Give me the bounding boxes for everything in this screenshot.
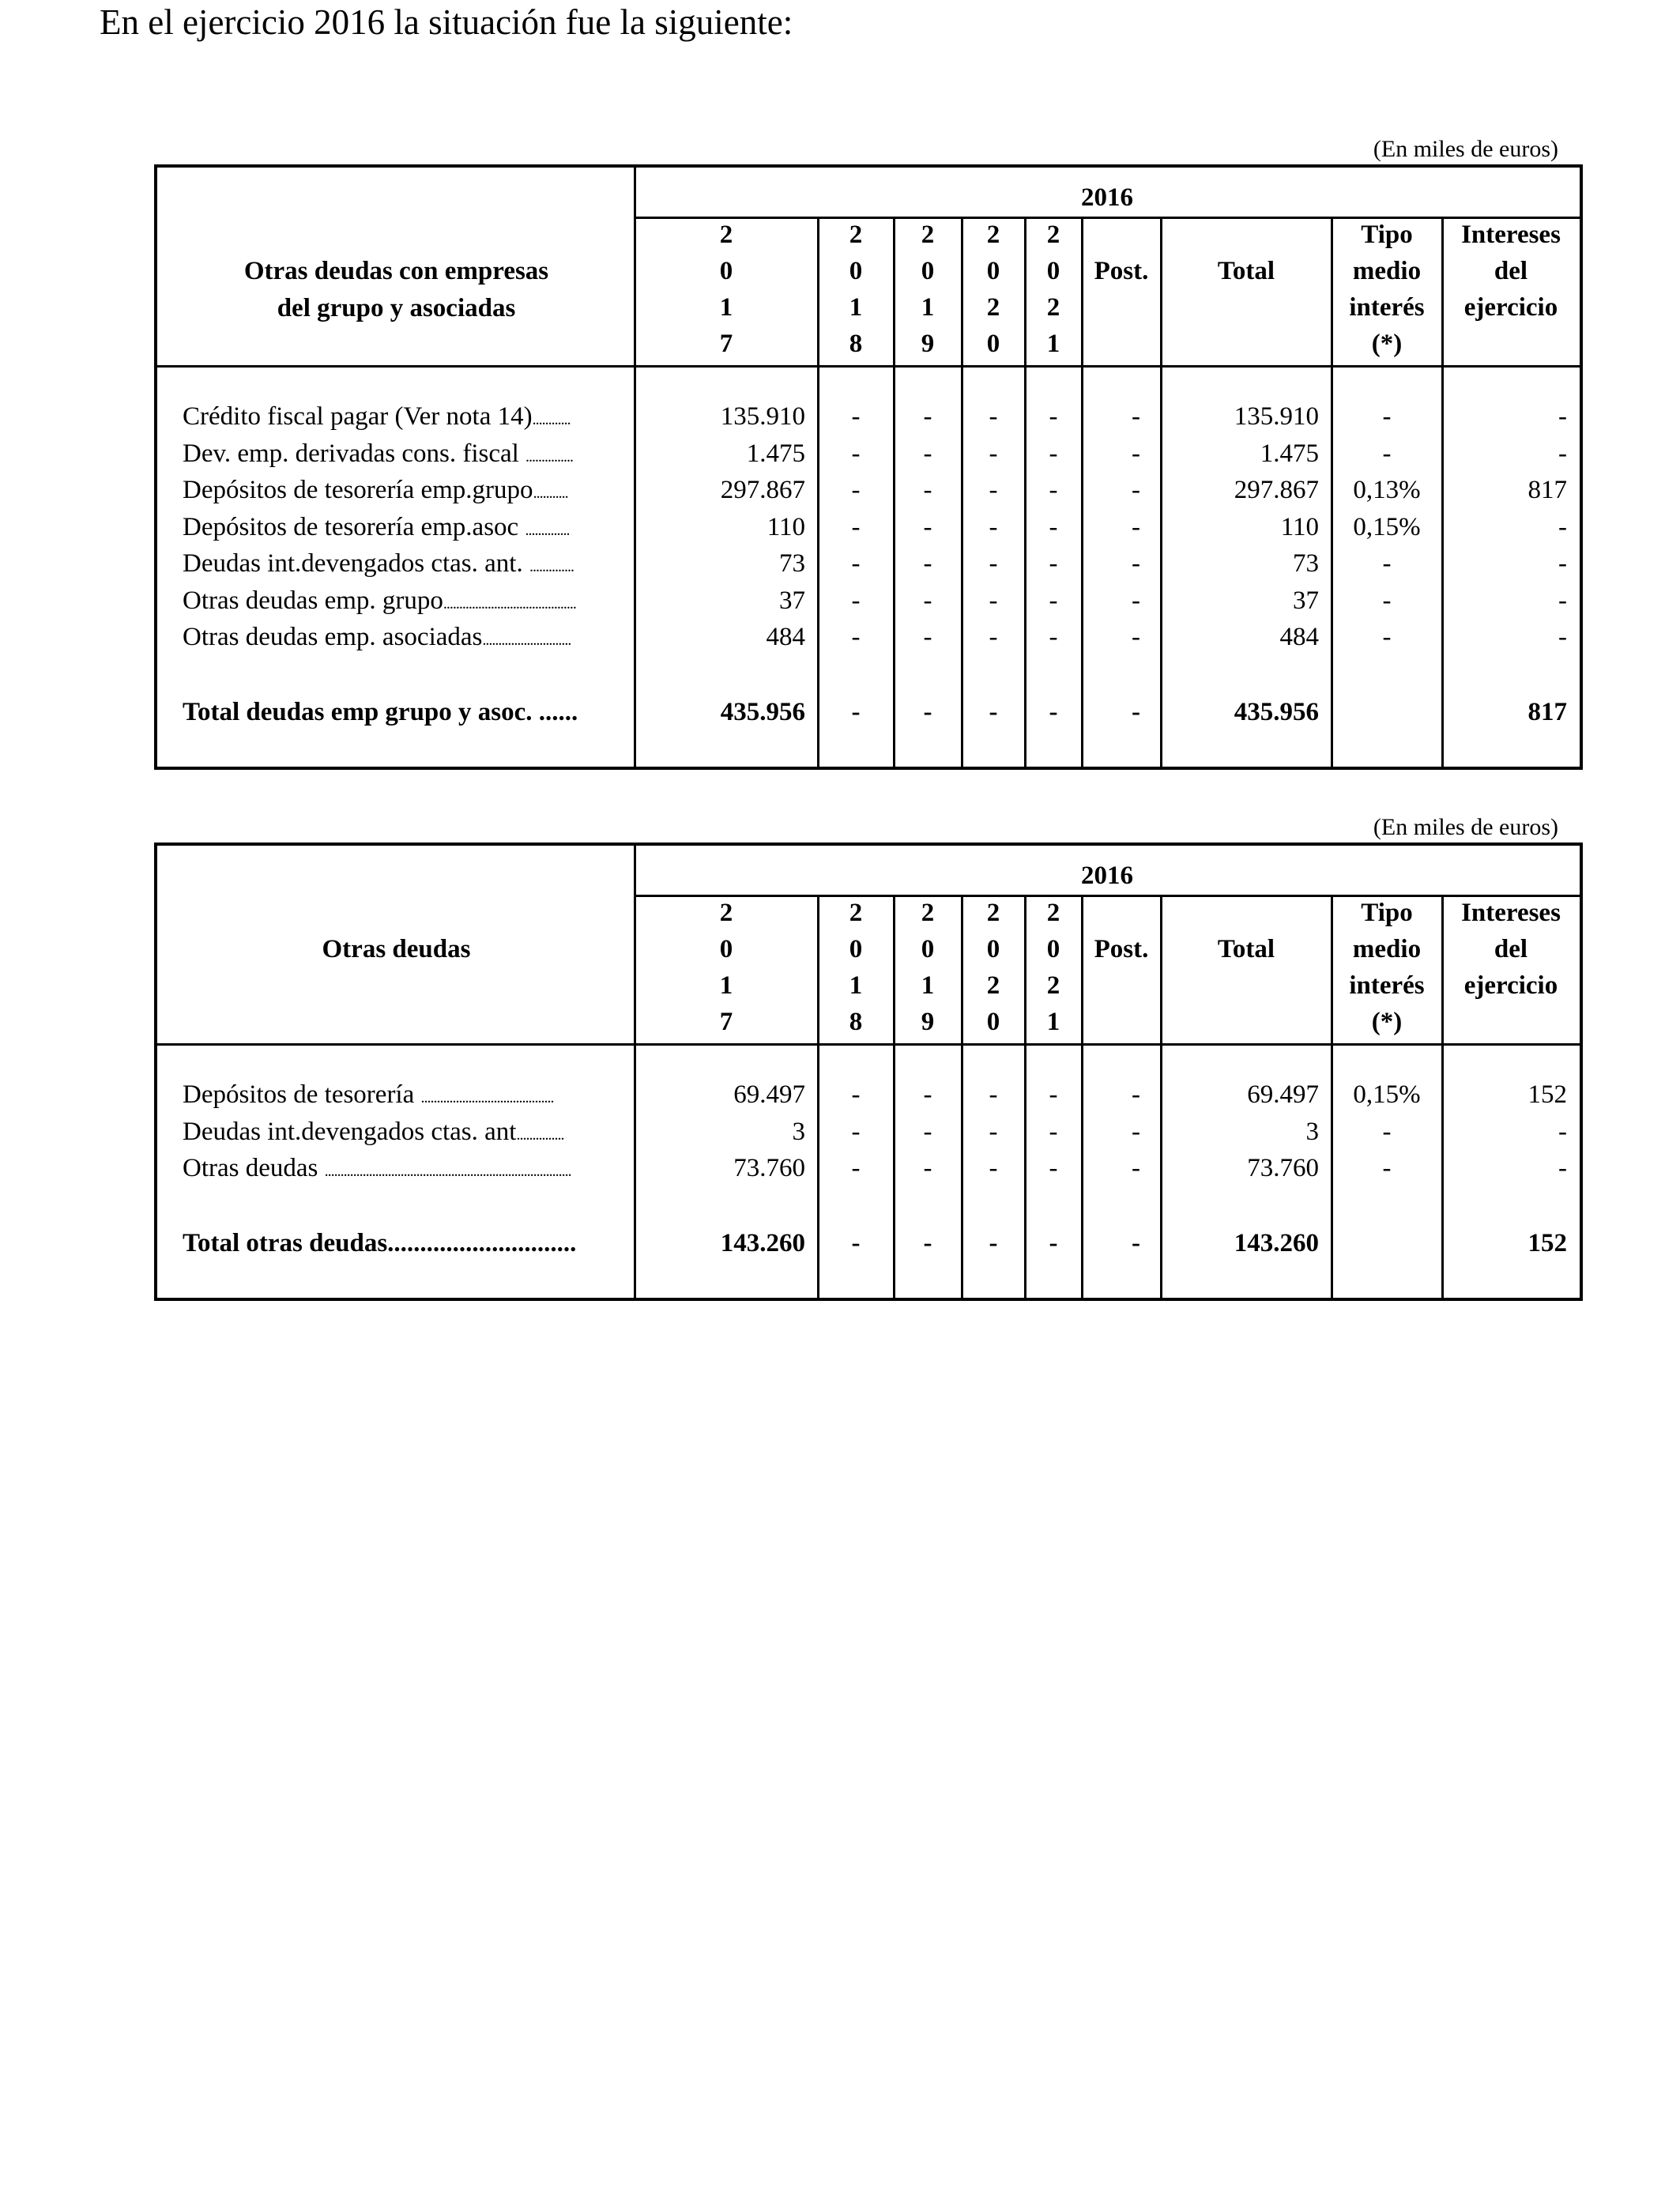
year-header: 2016 [1081,183,1133,212]
row-label-text: Deudas int.devengados ctas. ant. [183,549,529,578]
row-label [183,1114,633,1153]
cell-y2019: - [923,1154,932,1182]
cell-post: - [1132,549,1140,578]
cell-y2018: - [851,1229,861,1257]
header-rule [157,365,1580,368]
year-digit: 1 [1046,330,1060,358]
year-digit: 1 [719,293,733,322]
interest-column-header: del [1494,935,1528,963]
year-digit: 0 [986,330,1000,358]
cell-y2017: 110 [767,512,805,541]
year-digit: 0 [719,257,733,285]
cell-total: 73 [1293,549,1319,578]
interest-column-header: del [1494,257,1528,285]
row-label-text: Otras deudas emp. grupo [183,586,443,615]
interest-column-header: Intereses [1461,899,1561,927]
year-digit: 9 [921,330,935,358]
leader-dots: ............... [516,1125,564,1144]
row-label-text: Otras deudas [183,1154,325,1182]
leader-dots: ............... [525,447,574,466]
cell-total: 73.760 [1247,1154,1319,1182]
cell-y2017: 37 [779,586,805,615]
cell-intereses: - [1558,1117,1567,1146]
table-row [157,472,1580,508]
year-digit: 2 [921,221,935,249]
year-digit: 0 [986,935,1000,963]
cell-tipo: - [1382,623,1392,651]
cell-intereses: - [1558,1154,1567,1182]
cell-y2021: - [1049,1229,1058,1257]
year-header: 2016 [1081,861,1133,890]
row-label [183,1225,633,1261]
cell-y2019: - [923,1117,932,1146]
cell-y2018: - [851,476,861,504]
table-row [157,1076,1580,1113]
year-digit: 0 [1046,935,1060,963]
cell-y2021: - [1049,549,1058,578]
cell-total: 135.910 [1234,402,1319,431]
cell-total: 143.260 [1234,1229,1319,1257]
cell-intereses: - [1558,439,1567,468]
cell-total: 3 [1305,1117,1319,1146]
cell-y2017: 3 [792,1117,805,1146]
table-row [157,545,1580,582]
cell-y2020: - [989,698,998,726]
cell-y2018: - [851,439,861,468]
year-digit: 0 [921,935,935,963]
cell-y2018: - [851,1117,861,1146]
cell-intereses: 152 [1527,1080,1567,1109]
cell-post: - [1132,1080,1140,1109]
cell-y2017: 73 [779,549,805,578]
cell-y2018: - [851,623,861,651]
cell-y2021: - [1049,402,1058,431]
cell-y2020: - [989,512,998,541]
year-digit: 0 [921,257,935,285]
units-note: (En miles de euros) [1373,136,1558,162]
cell-y2021: - [1049,698,1058,726]
year-digit: 9 [921,1008,935,1036]
cell-y2019: - [923,439,932,468]
cell-y2020: - [989,402,998,431]
cell-y2019: - [923,698,932,726]
year-digit: 1 [849,293,863,322]
row-label [183,545,633,585]
cell-y2019: - [923,1229,932,1257]
debts-group-table [154,164,1583,770]
cell-y2019: - [923,623,932,651]
cell-intereses: 152 [1527,1229,1567,1257]
leader-dots: .............................................................................. [324,1163,571,1180]
cell-y2018: - [851,586,861,615]
year-digit: 8 [849,330,863,358]
row-label-text: Total deudas emp grupo y asoc. ...... [183,698,578,726]
rate-column-header: Tipo [1361,221,1413,249]
cell-post: - [1132,476,1140,504]
row-label [183,619,633,658]
row-label [183,435,633,475]
cell-total: 435.956 [1234,698,1319,726]
leader-dots: ............................ [482,631,571,649]
cell-y2018: - [851,1154,861,1182]
table-title-line2: del grupo y asociadas [277,294,516,322]
cell-y2020: - [989,439,998,468]
other-debts-table [154,843,1583,1301]
cell-total: 37 [1293,586,1319,615]
year-digit: 7 [719,330,733,358]
cell-y2021: - [1049,1080,1058,1109]
cell-tipo: 0,15% [1353,512,1421,541]
table-title-line1: Otras deudas con empresas [243,257,549,285]
table-row [157,582,1580,619]
year-digit: 1 [921,293,935,322]
cell-post: - [1132,439,1140,468]
leader-dots: ........... [533,484,568,502]
year-digit: 0 [986,1008,1000,1036]
leader-dots: .......................................... [443,594,576,613]
cell-intereses: 817 [1527,698,1567,726]
row-label-text: Total otras deudas............................. [183,1229,577,1257]
year-digit: 7 [719,1008,733,1036]
year-digit: 2 [986,221,1000,249]
year-digit: 2 [986,899,1000,927]
year-digit: 1 [921,971,935,1000]
year-digit: 2 [849,221,863,249]
rate-column-header: medio [1352,257,1422,285]
units-note: (En miles de euros) [1373,814,1558,840]
leader-dots: .............. [525,521,570,539]
cell-tipo: 0,15% [1353,1080,1421,1109]
total-row [157,1225,1580,1261]
row-label-text: Otras deudas emp. asociadas [183,623,483,651]
cell-y2019: - [923,402,932,431]
cell-intereses: - [1558,549,1567,578]
cell-y2021: - [1049,439,1058,468]
cell-y2021: - [1049,586,1058,615]
cell-post: - [1132,512,1140,541]
cell-y2020: - [989,1154,998,1182]
table-row [157,1150,1580,1186]
row-label-text: Crédito fiscal pagar (Ver nota 14) [183,402,533,431]
cell-y2017: 1.475 [746,439,805,468]
rate-column-header: Tipo [1361,899,1413,927]
cell-y2017: 435.956 [720,698,805,726]
cell-y2017: 484 [766,623,805,651]
year-digit: 2 [986,293,1000,322]
cell-y2019: - [923,586,932,615]
cell-y2019: - [923,549,932,578]
cell-y2017: 73.760 [733,1154,805,1182]
interest-column-header: ejercicio [1463,971,1558,1000]
cell-post: - [1132,623,1140,651]
table-row [157,1114,1580,1150]
year-digit: 0 [849,257,863,285]
year-digit: 1 [849,971,863,1000]
cell-intereses: - [1558,512,1567,541]
year-digit: 0 [986,257,1000,285]
cell-total: 484 [1279,623,1319,651]
total-row [157,694,1580,730]
cell-post: - [1132,698,1140,726]
leader-dots: .............. [529,558,574,575]
cell-tipo: - [1382,549,1392,578]
year-digit: 2 [1046,899,1060,927]
cell-y2020: - [989,1229,998,1257]
year-digit: 2 [1046,971,1060,1000]
year-digit: 0 [719,935,733,963]
cell-y2020: - [989,1080,998,1109]
row-label [183,582,633,622]
cell-tipo: - [1382,402,1392,431]
cell-y2021: - [1049,512,1058,541]
interest-column-header: ejercicio [1463,293,1558,322]
leader-dots: .......................................... [420,1089,554,1106]
cell-y2017: 297.867 [720,476,805,504]
cell-total: 110 [1280,512,1319,541]
cell-y2018: - [851,402,861,431]
row-label-text: Depósitos de tesorería [183,1080,421,1109]
cell-y2017: 143.260 [720,1229,805,1257]
cell-y2019: - [923,512,932,541]
cell-y2019: - [923,476,932,504]
post-column-header: Post. [1094,257,1149,285]
cell-y2021: - [1049,623,1058,651]
cell-y2020: - [989,1117,998,1146]
year-digit: 2 [719,899,733,927]
year-digit: 2 [921,899,935,927]
row-label-text: Depósitos de tesorería emp.asoc [183,512,525,541]
cell-y2021: - [1049,1154,1058,1182]
table-title: Otras deudas [322,935,471,963]
cell-y2018: - [851,549,861,578]
rate-column-header: interés [1349,293,1425,322]
cell-post: - [1132,1154,1140,1182]
cell-post: - [1132,586,1140,615]
table-row [157,435,1580,472]
row-label [183,1150,633,1189]
cell-tipo: - [1382,1117,1392,1146]
year-digit: 1 [1046,1008,1060,1036]
cell-y2020: - [989,476,998,504]
interest-column-header: Intereses [1461,221,1561,249]
rate-column-header: (*) [1371,1008,1403,1036]
rate-column-header: interés [1349,971,1425,1000]
cell-y2020: - [989,549,998,578]
rate-column-header: medio [1352,935,1422,963]
cell-tipo: - [1382,1154,1392,1182]
row-label [183,1076,633,1116]
cell-y2020: - [989,586,998,615]
row-label-text: Dev. emp. derivadas cons. fiscal [183,439,526,468]
cell-total: 297.867 [1234,476,1319,504]
cell-intereses: - [1558,402,1567,431]
row-label-text: Depósitos de tesorería emp.grupo [183,476,533,504]
cell-tipo: - [1382,586,1392,615]
year-digit: 0 [1046,257,1060,285]
cell-total: 69.497 [1247,1080,1319,1109]
post-column-header: Post. [1094,935,1149,963]
year-digit: 2 [1046,293,1060,322]
table-row [157,619,1580,655]
cell-y2017: 135.910 [720,402,805,431]
row-label-text: Deudas int.devengados ctas. ant [183,1117,517,1146]
row-label [183,398,633,438]
cell-y2019: - [923,1080,932,1109]
row-label [183,509,633,548]
row-label [183,694,633,730]
year-digit: 1 [719,971,733,1000]
year-digit: 8 [849,1008,863,1036]
cell-y2020: - [989,623,998,651]
cell-y2018: - [851,512,861,541]
year-digit: 2 [849,899,863,927]
cell-intereses: - [1558,623,1567,651]
intro-text: En el ejercicio 2016 la situación fue la siguiente: [100,2,793,42]
cell-y2021: - [1049,1117,1058,1146]
cell-y2018: - [851,698,861,726]
year-digit: 2 [1046,221,1060,249]
table-row [157,509,1580,545]
year-digit: 0 [849,935,863,963]
cell-y2018: - [851,1080,861,1109]
cell-tipo: - [1382,439,1392,468]
total-column-header: Total [1217,257,1275,285]
year-digit: 2 [719,221,733,249]
table-row [157,398,1580,435]
total-column-header: Total [1217,935,1275,963]
cell-intereses: 817 [1527,476,1567,504]
leader-dots: ............ [532,411,571,428]
cell-y2017: 69.497 [733,1080,805,1109]
cell-post: - [1132,402,1140,431]
cell-intereses: - [1558,586,1567,615]
row-label [183,472,633,511]
cell-post: - [1132,1229,1140,1257]
cell-total: 1.475 [1260,439,1319,468]
cell-y2021: - [1049,476,1058,504]
cell-tipo: 0,13% [1353,476,1421,504]
cell-post: - [1132,1117,1140,1146]
header-rule [157,1043,1580,1046]
rate-column-header: (*) [1371,330,1403,358]
year-digit: 2 [986,971,1000,1000]
